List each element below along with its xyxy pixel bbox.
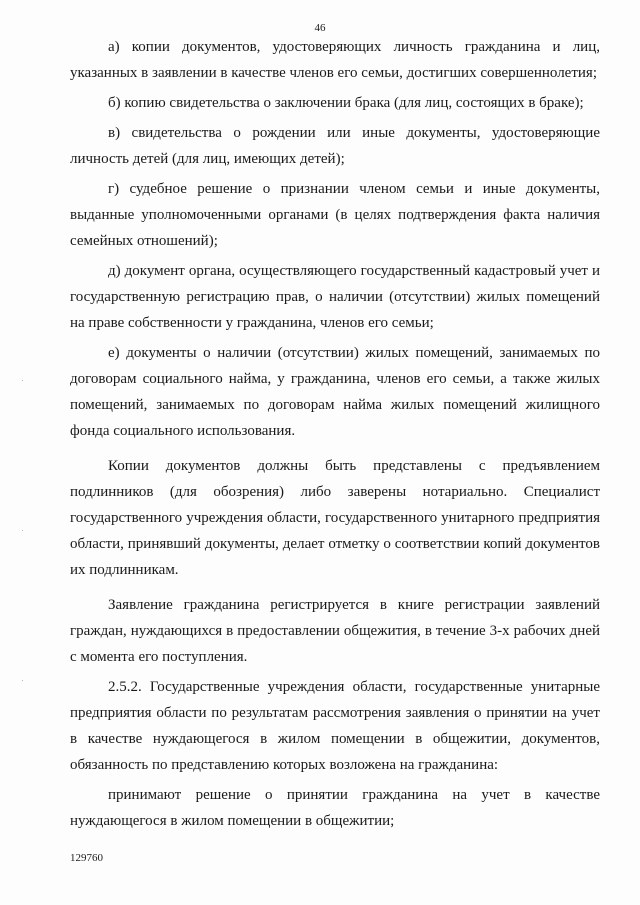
paragraph-e-housing-documents: е) документы о наличии (отсутствии) жилых помещений, занимаемых по договорам социального найма, у гражданина, членов его семьи, а также жилых помещений, занимаемых по договорам найма жилых помещений жилищного фонда социального использования. — [70, 344, 600, 440]
paragraph-2-5-2: 2.5.2. Государственные учреждения области, государственные унитарные предприятия области по результатам рассмотрения заявления о принятии на учет в качестве нуждающегося в жилом помещении в общежитии, документов, обязанность по представлению которых возложена на гражданина: — [70, 678, 600, 774]
footer-document-code: 129760 — [70, 852, 103, 864]
paragraph-copies-notarized: Копии документов должны быть представлены с предъявлением подлинников (для обозрения) либо заверены нотариально. Специалист государственного учреждения области, государственного унитарного предприятия области, принявший документы, делает отметку о соответствии копий документов их подлинникам. — [70, 457, 600, 579]
paragraph-b-marriage-certificate: б) копию свидетельства о заключении брака (для лиц, состоящих в браке); — [108, 94, 584, 111]
page-number: 46 — [314, 22, 326, 34]
scan-margin-mark — [22, 380, 23, 381]
paragraph-d-cadastral-document: д) документ органа, осуществляющего государственный кадастровый учет и государственную регистрацию прав, о наличии (отсутствии) жилых помещений на праве собственности у гражданина, членов его семьи; — [70, 262, 600, 332]
paragraph-registration: Заявление гражданина регистрируется в книге регистрации заявлений граждан, нуждающихся в предоставлении общежития, в течение 3-х рабочих дней с момента его поступления. — [70, 596, 600, 665]
paragraph-a-identity-documents: а) копии документов, удостоверяющих личность гражданина и лиц, указанных в заявлении в качестве членов его семьи, достигших совершеннолетия; — [70, 39, 600, 82]
paragraph-v-birth-certificates: в) свидетельства о рождении или иные документы, удостоверяющие личность детей (для лиц, имеющих детей); — [70, 124, 600, 167]
paragraph-g-court-decision: г) судебное решение о признании членом семьи и иные документы, выданные уполномоченными органами (в целях подтверждения факта наличия семейных отношений); — [70, 180, 600, 249]
document-body — [70, 34, 600, 834]
paragraph-accept-decision: принимают решение о принятии гражданина на учет в качестве нуждающегося в жилом помещении в общежитии; — [70, 786, 600, 830]
scan-margin-mark — [22, 530, 23, 531]
scan-margin-mark — [22, 680, 23, 681]
